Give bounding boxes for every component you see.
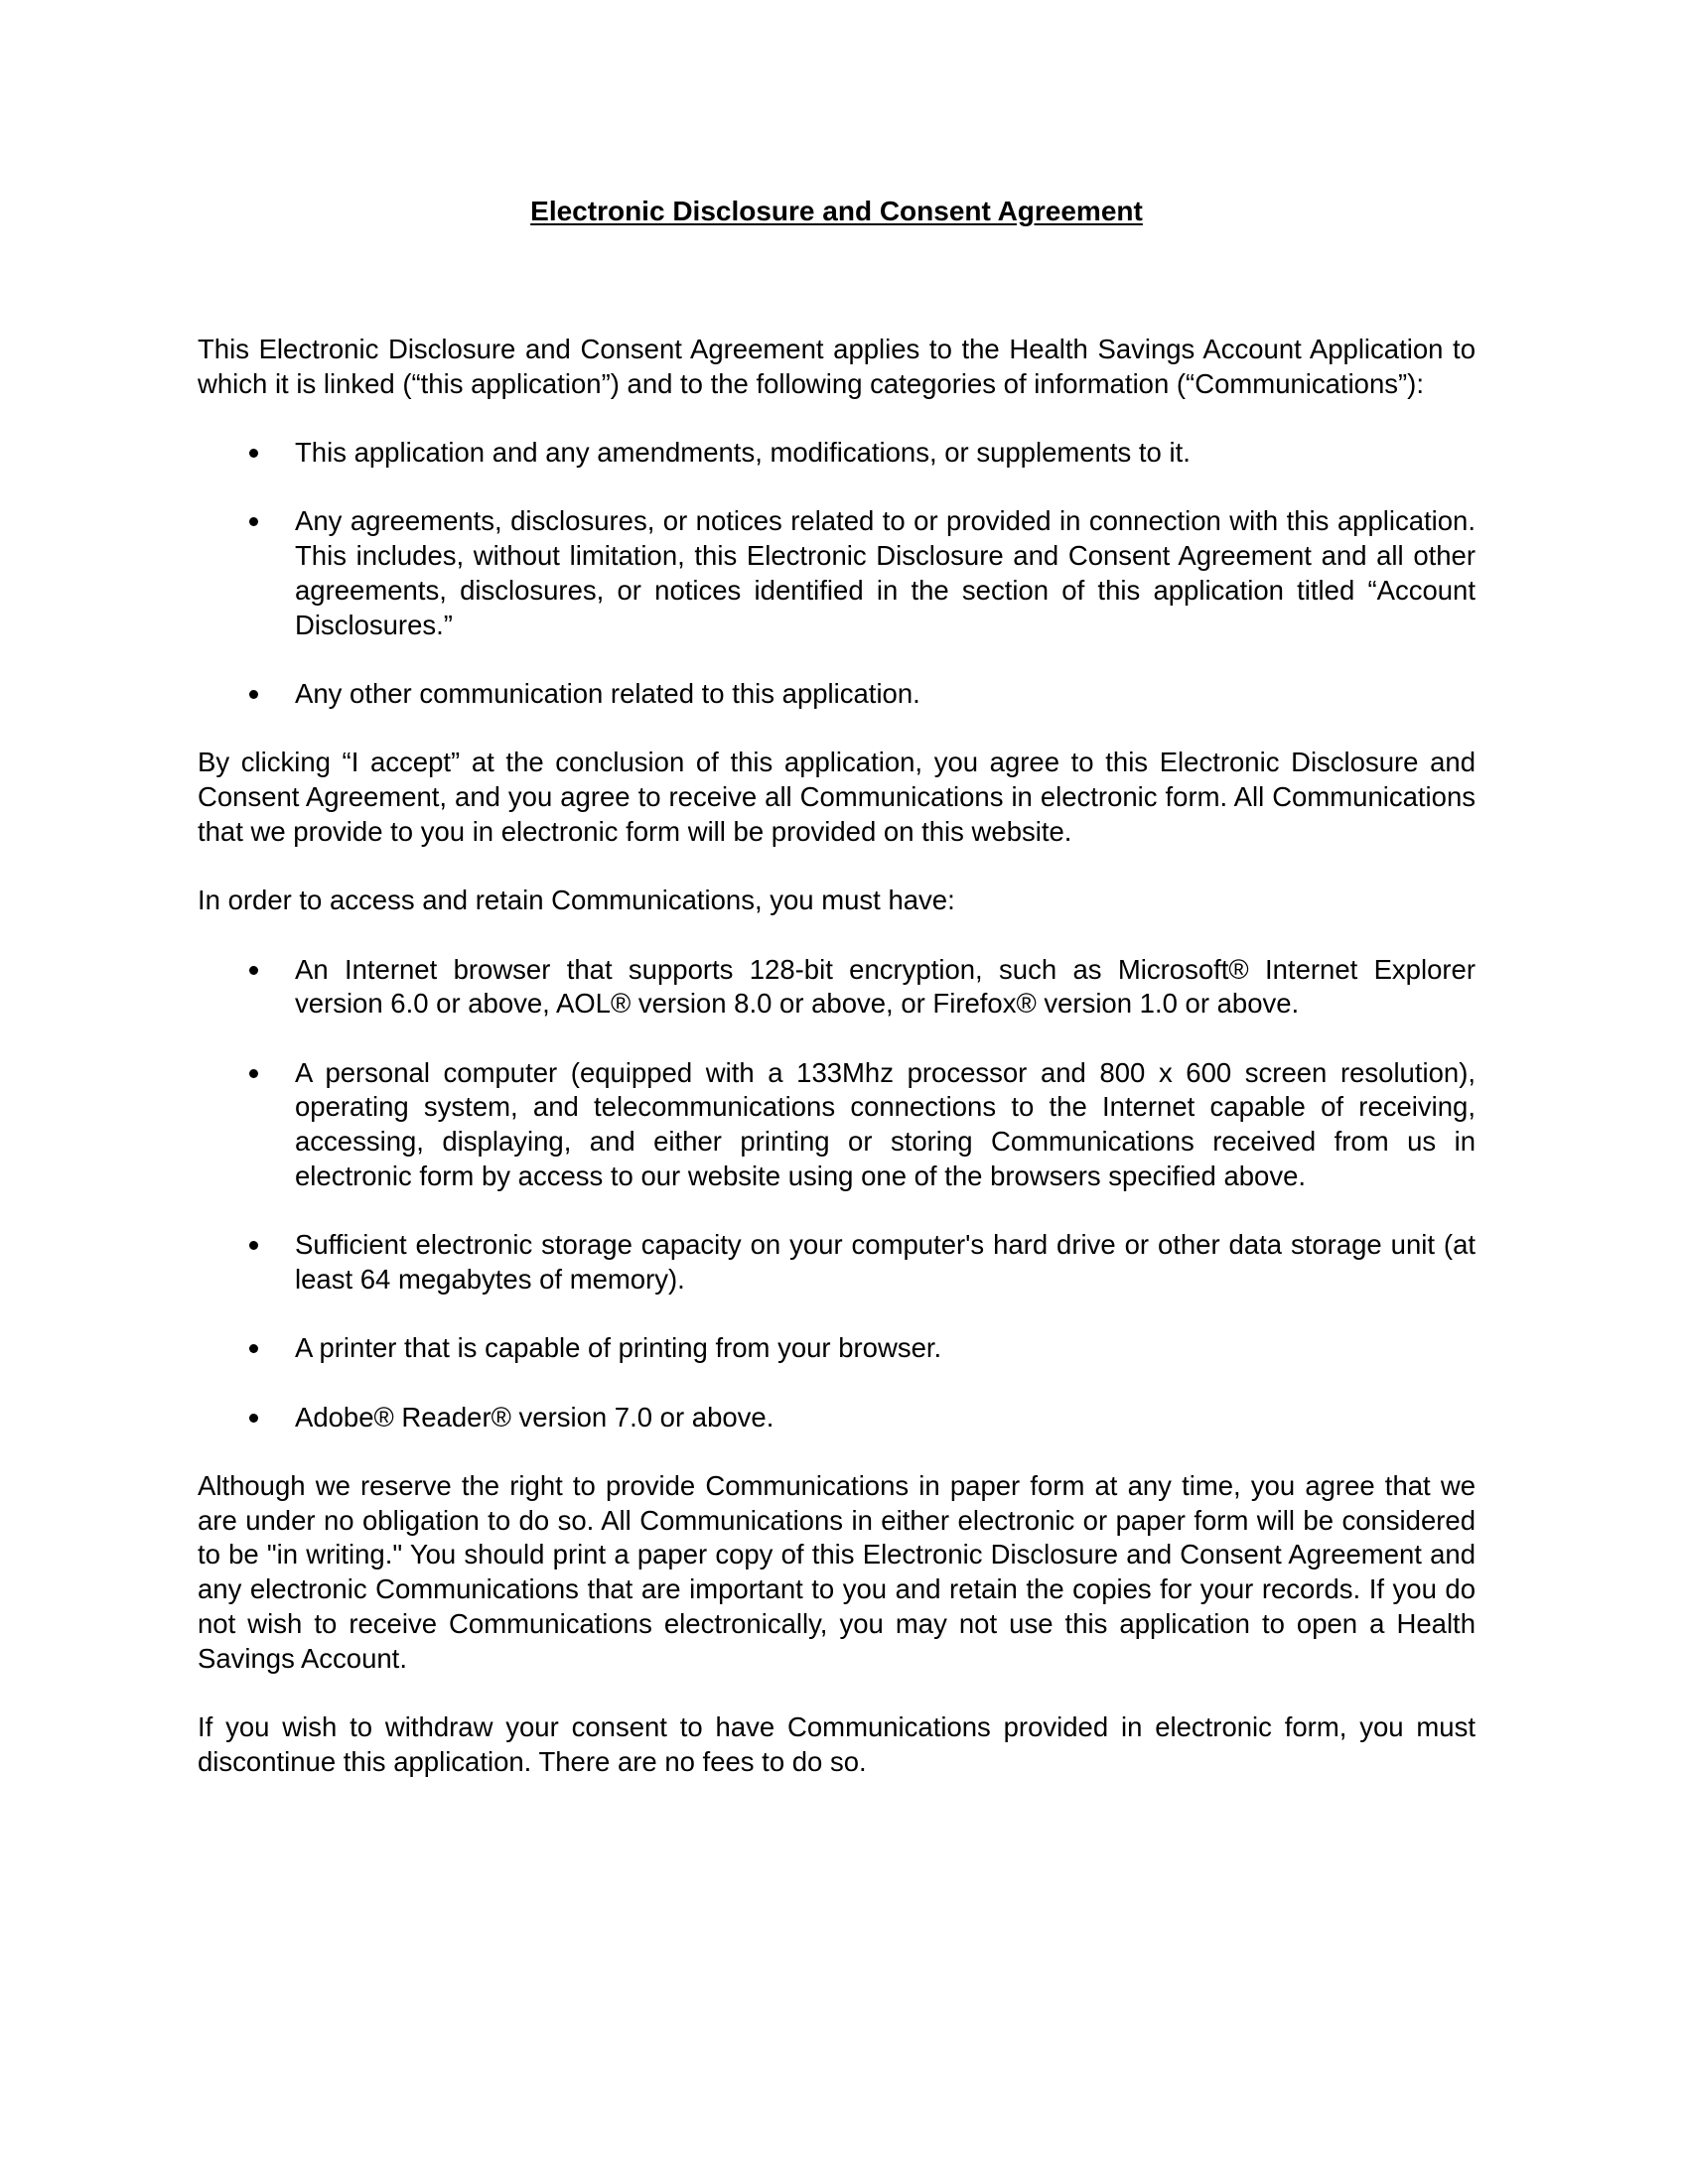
paper-form-paragraph: Although we reserve the right to provide Communications in paper form at any time, you agree that we are under no obligation to do so. All Communications in either electronic or paper form will be considered to be "in writing." You should print a paper copy of this Electronic Disclosure and Consent Agreement and any electronic Communications that are important to you and retain the copies for your records. If you do not wish to receive Communications electronically, you may not use this application to open a Health Savings Account.: [198, 1470, 1476, 1674]
list-item: [198, 1331, 1476, 1366]
requirements-list: [198, 953, 1476, 1435]
list-item: [198, 953, 1476, 1022]
list-item-text: Any other communication related to this application.: [295, 677, 920, 709]
list-item-text: An Internet browser that supports 128-bit encryption, such as Microsoft® Internet Explorer version 6.0 or above, AOL® version 8.0 or above, or Firefox® version 1.0 or above.: [295, 953, 1476, 1020]
list-item-text: Sufficient electronic storage capacity on your computer's hard drive or other data storage unit (at least 64 megabytes of memory).: [295, 1229, 1476, 1295]
bullet-icon: [249, 1069, 258, 1078]
bullet-icon: [249, 517, 258, 526]
bullet-icon: [249, 966, 258, 975]
list-item: [198, 677, 1476, 712]
list-item: [198, 504, 1476, 642]
list-item-text: A personal computer (equipped with a 133Mhz processor and 800 x 600 screen resolution), operating system, and telecommunications connections to the Internet capable of receiving, accessing, displaying, and either printing or storing Communications received from us in electronic form by access to our website using one of the browsers specified above.: [295, 1056, 1476, 1191]
list-item-text: A printer that is capable of printing from your browser.: [295, 1332, 942, 1364]
bullet-icon: [249, 690, 258, 699]
bullet-icon: [249, 1241, 258, 1250]
list-item-text: Adobe® Reader® version 7.0 or above.: [295, 1401, 774, 1433]
list-item: [198, 436, 1476, 471]
intro-paragraph: This Electronic Disclosure and Consent Agreement applies to the Health Savings Account Application to which it is linked (“this application”) and to the following categories of information (“Communications”):: [198, 334, 1476, 399]
list-item: [198, 1228, 1476, 1297]
list-item-text: Any agreements, disclosures, or notices related to or provided in connection with this application. This includes, without limitation, this Electronic Disclosure and Consent Agreement and all other agreements, disclosures, or notices identified in the section of this application titled “Account Disclosures.”: [295, 505, 1476, 640]
withdraw-consent-paragraph: If you wish to withdraw your consent to have Communications provided in electronic form, you must discontinue this application. There are no fees to do so.: [198, 1710, 1476, 1777]
requirements-intro: In order to access and retain Communications, you must have:: [198, 885, 955, 916]
document-page: [198, 195, 1476, 1814]
list-item-text: This application and any amendments, modifications, or supplements to it.: [295, 437, 1191, 469]
document-title: Electronic Disclosure and Consent Agreement: [530, 196, 1143, 226]
bullet-icon: [249, 1344, 258, 1353]
bullet-icon: [249, 449, 258, 458]
communications-categories-list: [198, 436, 1476, 712]
consent-paragraph: By clicking “I accept” at the conclusion of this application, you agree to this Electronic Disclosure and Consent Agreement, and you agree to receive all Communications in electronic form. All Communications that we provide to you in electronic form will be provided on this website.: [198, 747, 1476, 847]
list-item: [198, 1056, 1476, 1194]
bullet-icon: [249, 1414, 258, 1423]
list-item: [198, 1401, 1476, 1435]
